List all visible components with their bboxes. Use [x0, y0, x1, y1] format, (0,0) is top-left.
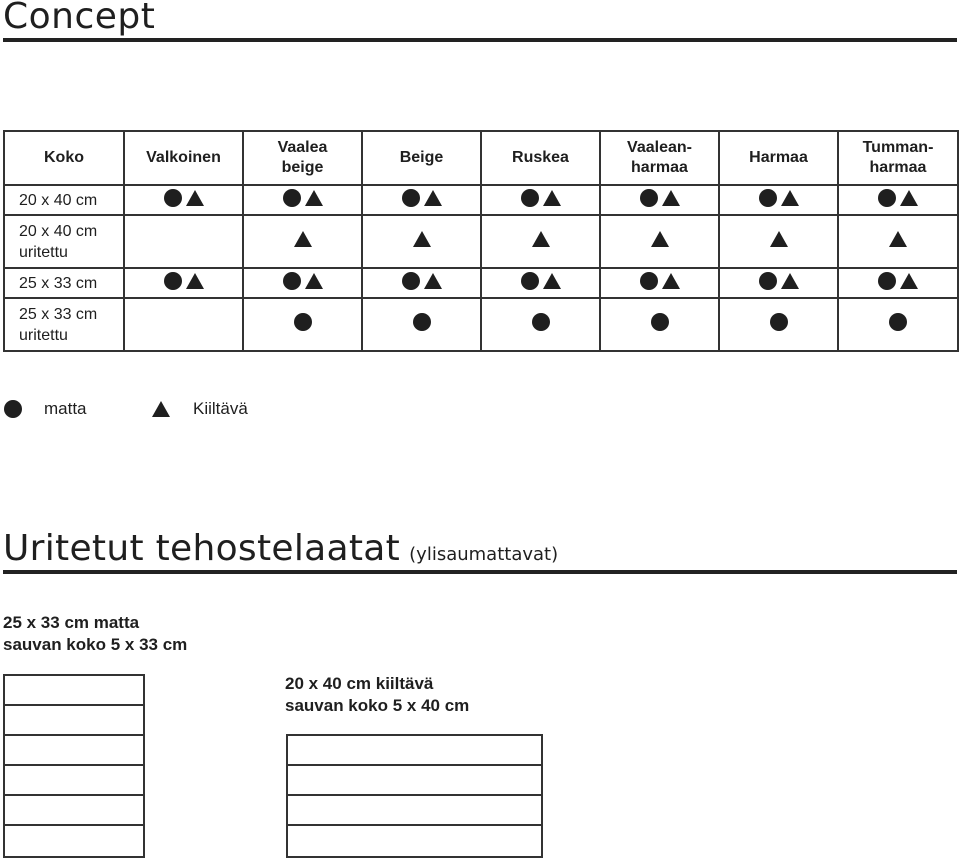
header-light-beige: [243, 131, 362, 185]
header-size: [4, 131, 124, 185]
header-text: beige: [281, 159, 324, 176]
left-caption: [3, 612, 187, 656]
plank-pattern-matte: [3, 674, 145, 858]
circle-icon: [402, 189, 420, 207]
left-caption-line: sauvan koko 5 x 33 cm: [3, 635, 188, 654]
plank: [288, 766, 541, 796]
plank: [288, 736, 541, 766]
header-text: Vaalean-: [627, 139, 692, 156]
section-title: [3, 528, 558, 569]
finish-symbols: [164, 189, 204, 207]
finish-symbols: [770, 313, 788, 331]
triangle-icon: [532, 231, 550, 247]
finish-cell: [481, 298, 600, 351]
plank: [5, 736, 143, 766]
finish-symbols: [413, 231, 431, 247]
table-row: [4, 215, 958, 268]
finish-symbols: [759, 272, 799, 290]
header-text: Koko: [44, 149, 84, 166]
table-header-row: [4, 131, 958, 185]
circle-icon: [164, 272, 182, 290]
availability-table: [3, 130, 959, 352]
row-label: [4, 185, 124, 215]
triangle-icon: [186, 273, 204, 289]
finish-symbols: [878, 272, 918, 290]
triangle-icon: [662, 273, 680, 289]
finish-cell: [719, 298, 838, 351]
header-brown: [481, 131, 600, 185]
finish-cell: [838, 215, 958, 268]
finish-cell: [719, 215, 838, 268]
finish-cell: [600, 185, 719, 215]
finish-symbols: [878, 189, 918, 207]
header-text: Vaalea: [277, 139, 328, 156]
row-label-text: 20 x 40 cm: [19, 191, 98, 209]
page-title: Concept: [3, 0, 156, 37]
finish-cell: [243, 268, 362, 298]
finish-symbols: [532, 231, 550, 247]
circle-icon: [878, 189, 896, 207]
circle-icon: [640, 189, 658, 207]
circle-icon: [402, 272, 420, 290]
circle-icon: [521, 189, 539, 207]
plank-pattern-gloss: [286, 734, 543, 858]
header-text: Ruskea: [512, 149, 569, 166]
finish-cell: [600, 215, 719, 268]
circle-icon: [889, 313, 907, 331]
triangle-icon: [900, 190, 918, 206]
finish-cell: [481, 268, 600, 298]
header-text: Beige: [399, 149, 444, 166]
finish-cell: [719, 185, 838, 215]
circle-icon: [770, 313, 788, 331]
triangle-icon: [294, 231, 312, 247]
finish-symbols: [651, 231, 669, 247]
finish-symbols: [521, 189, 561, 207]
triangle-icon: [770, 231, 788, 247]
plank: [288, 796, 541, 826]
finish-cell: [838, 268, 958, 298]
finish-cell: [838, 185, 958, 215]
triangle-icon: [424, 273, 442, 289]
triangle-icon: [543, 190, 561, 206]
row-label: [4, 298, 124, 351]
finish-symbols: [759, 189, 799, 207]
finish-cell: [124, 268, 243, 298]
finish-symbols: [640, 189, 680, 207]
legend-gloss-label: Kiiltävä: [193, 399, 248, 418]
left-caption-line: 25 x 33 cm matta: [3, 613, 140, 632]
circle-icon: [283, 189, 301, 207]
finish-cell: [362, 268, 481, 298]
circle-icon: [878, 272, 896, 290]
circle-icon: [759, 272, 777, 290]
finish-symbols: [889, 313, 907, 331]
finish-symbols: [283, 189, 323, 207]
finish-cell: [362, 215, 481, 268]
row-label-text: uritettu: [19, 326, 68, 344]
row-label: [4, 215, 124, 268]
circle-icon: [651, 313, 669, 331]
circle-icon: [4, 400, 22, 418]
finish-cell: [243, 298, 362, 351]
triangle-icon: [424, 190, 442, 206]
finish-symbols: [294, 231, 312, 247]
triangle-icon: [662, 190, 680, 206]
table-row: [4, 268, 958, 298]
finish-cell: [600, 298, 719, 351]
circle-icon: [283, 272, 301, 290]
legend-gloss: [152, 399, 170, 419]
header-light-grey: [600, 131, 719, 185]
triangle-icon: [305, 273, 323, 289]
table-row: [4, 185, 958, 215]
circle-icon: [294, 313, 312, 331]
row-label-text: 25 x 33 cm: [19, 274, 98, 292]
finish-cell: [838, 298, 958, 351]
finish-symbols: [521, 272, 561, 290]
plank: [5, 706, 143, 736]
finish-symbols: [532, 313, 550, 331]
triangle-icon: [651, 231, 669, 247]
finish-symbols: [402, 189, 442, 207]
finish-cell: [124, 215, 243, 268]
finish-cell: [600, 268, 719, 298]
row-label-text: 25 x 33 cm: [19, 305, 98, 323]
circle-icon: [532, 313, 550, 331]
finish-cell: [481, 185, 600, 215]
plank: [5, 676, 143, 706]
finish-cell: [362, 185, 481, 215]
finish-cell: [243, 185, 362, 215]
header-text: Harmaa: [749, 149, 808, 166]
table-row: [4, 298, 958, 351]
header-text: Tumman-: [862, 139, 934, 156]
circle-icon: [413, 313, 431, 331]
header-text: harmaa: [869, 159, 927, 176]
legend-matte: [4, 399, 22, 419]
circle-icon: [759, 189, 777, 207]
header-beige: [362, 131, 481, 185]
finish-cell: [243, 215, 362, 268]
finish-symbols: [164, 272, 204, 290]
finish-symbols: [770, 231, 788, 247]
circle-icon: [164, 189, 182, 207]
finish-symbols: [294, 313, 312, 331]
finish-cell: [719, 268, 838, 298]
triangle-icon: [413, 231, 431, 247]
section-rule: [3, 570, 957, 574]
header-white: [124, 131, 243, 185]
triangle-icon: [152, 401, 170, 417]
triangle-icon: [889, 231, 907, 247]
triangle-icon: [900, 273, 918, 289]
finish-symbols: [413, 313, 431, 331]
title-rule: [3, 38, 957, 42]
header-text: Valkoinen: [146, 149, 221, 166]
finish-symbols: [402, 272, 442, 290]
finish-cell: [362, 298, 481, 351]
finish-symbols: [283, 272, 323, 290]
row-label: [4, 268, 124, 298]
plank: [5, 766, 143, 796]
triangle-icon: [186, 190, 204, 206]
row-label-text: uritettu: [19, 243, 68, 261]
finish-cell: [481, 215, 600, 268]
section-title-sub: (ylisaumattavat): [409, 544, 559, 565]
legend-matte-label: matta: [44, 399, 87, 418]
finish-symbols: [651, 313, 669, 331]
finish-cell: [124, 185, 243, 215]
right-caption-line: 20 x 40 cm kiiltävä: [285, 674, 434, 693]
right-caption-line: sauvan koko 5 x 40 cm: [285, 696, 470, 715]
plank: [5, 826, 143, 856]
circle-icon: [521, 272, 539, 290]
section-title-main: Uritetut tehostelaatat: [3, 528, 401, 569]
row-label-text: 20 x 40 cm: [19, 222, 98, 240]
triangle-icon: [781, 190, 799, 206]
finish-cell: [124, 298, 243, 351]
circle-icon: [640, 272, 658, 290]
finish-symbols: [640, 272, 680, 290]
right-caption: [285, 673, 469, 717]
header-grey: [719, 131, 838, 185]
triangle-icon: [781, 273, 799, 289]
triangle-icon: [543, 273, 561, 289]
triangle-icon: [305, 190, 323, 206]
plank: [288, 826, 541, 856]
header-text: harmaa: [631, 159, 688, 176]
finish-symbols: [889, 231, 907, 247]
header-dark-grey: [838, 131, 958, 185]
plank: [5, 796, 143, 826]
